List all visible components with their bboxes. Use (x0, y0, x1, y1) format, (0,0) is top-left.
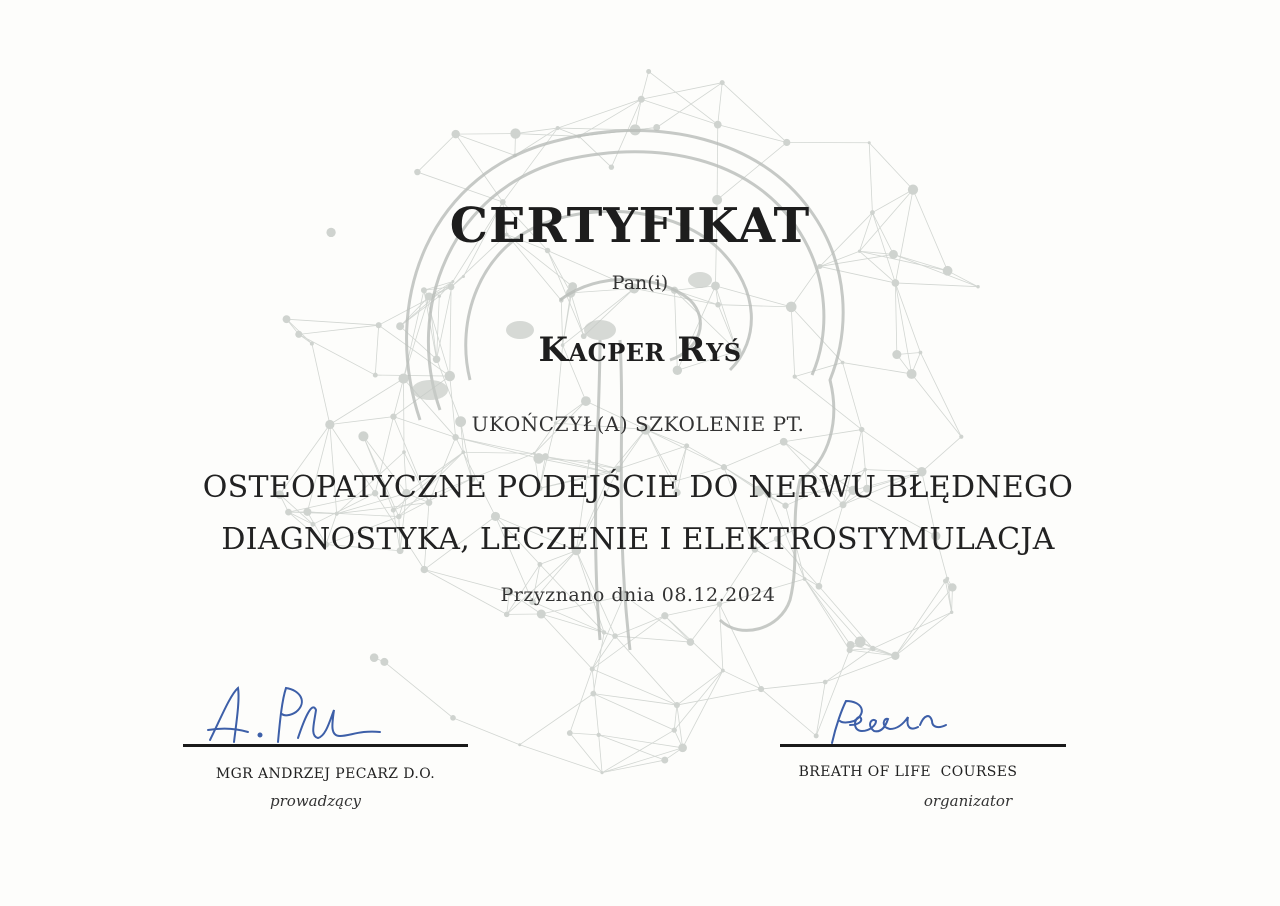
right-signatory-name: BREATH OF LIFE COURSES (798, 764, 1018, 780)
right-signatory-role: organizator (923, 792, 1013, 810)
right-handwritten-signature (820, 695, 970, 750)
completion-statement: UKOŃCZYŁ(A) SZKOLENIE PT. (471, 412, 805, 436)
left-signatory-name: MGR ANDRZEJ PECARZ D.O. (215, 766, 436, 782)
left-handwritten-signature (200, 680, 390, 750)
recipient-name: Kacper Ryś (538, 330, 742, 370)
award-date: Przyznano dnia 08.12.2024 (500, 584, 776, 606)
left-signature-line (183, 744, 468, 747)
certificate-title: CERTYFIKAT (449, 198, 811, 254)
left-signatory-role: prowadzący (270, 792, 361, 810)
course-title-line-2: DIAGNOSTYKA, LECZENIE I ELEKTROSTYMULACJA (221, 522, 1055, 557)
course-title-line-1: OSTEOPATYCZNE PODEJŚCIE DO NERWU BŁĘDNEGO (202, 470, 1074, 505)
salutation: Pan(i) (611, 272, 669, 294)
right-signature-line (780, 744, 1066, 747)
